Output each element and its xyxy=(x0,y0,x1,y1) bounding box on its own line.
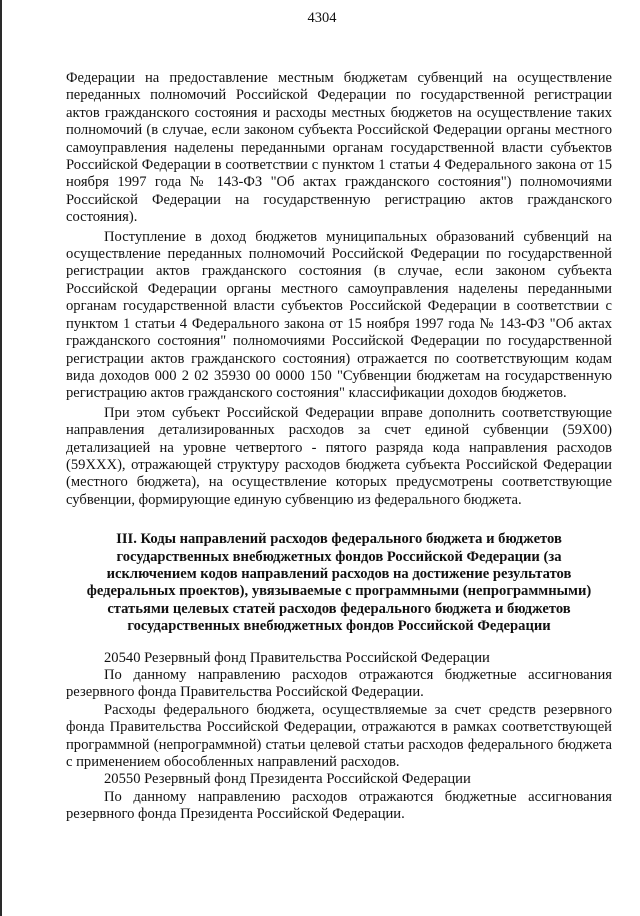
paragraph-20540-expenses: Расходы федерального бюджета, осуществляемые за счет средств резервного фонда Правительства Российской Федерации, отражаются в рамках соответствующей программной (непрограммной) статьи целевой статьи расходов федерального бюджета с применением обособленных направлений расходов. xyxy=(66,701,612,771)
section-heading: III. Коды направлений расходов федерального бюджета и бюджетов государственных внебюджетных фондов Российской Федерации (за исключением кодов направлений расходов на достижение результатов федеральных проектов), увязываемые с программными (непрограммными) статьями целевых статей расходов федерального бюджета и бюджетов государственных внебюджетных фондов Российской Федерации xyxy=(86,531,592,635)
paragraph-subject-right: При этом субъект Российской Федерации вправе дополнить соответствующие направления детализированных расходов за счет единой субвенции (59Х00) детализацией на уровне четвертого - пятого разряда кода направления расходов (59ХХХ), отражающей структуру расходов бюджета субъекта Российской Федерации (местного бюджета), на осуществление которых предусмотрены соответствующие субвенции, формирующие единую субвенцию из федерального бюджета. xyxy=(66,404,612,508)
page-number: 4304 xyxy=(307,10,337,26)
paragraph-revenue: Поступление в доход бюджетов муниципальных образований субвенций на осуществление переданных полномочий Российской Федерации по государственной регистрации актов гражданского состояния (в случае, если законом субъекта Российской Федерации органы местного самоуправления наделены переданными органам государственной власти субъектов Российской Федерации в соответствии с пунктом 1 статьи 4 Федерального закона от 15 ноября 1997 года № 143-ФЗ "Об актах гражданского состояния" полномочиями Российской Федерации по государственной регистрации актов гражданского состояния) отражается по соответствующим кодам вида доходов 000 2 02 35930 00 0000 150 "Субвенции бюджетам на государственную регистрацию актов гражданского состояния" классификации доходов бюджетов. xyxy=(66,228,612,402)
code-title-20540: 20540 Резервный фонд Правительства Российской Федерации xyxy=(104,649,490,666)
code-title-20550: 20550 Резервный фонд Президента Российской Федерации xyxy=(104,771,471,788)
paragraph-20550-description: По данному направлению расходов отражаются бюджетные ассигнования резервного фонда Президента Российской Федерации. xyxy=(66,788,612,823)
paragraph-20540-description: По данному направлению расходов отражаются бюджетные ассигнования резервного фонда Правительства Российской Федерации. xyxy=(66,667,612,701)
paragraph-continuation: Федерации на предоставление местным бюджетам субвенций на осуществление переданных полномочий Российской Федерации по государственной регистрации актов гражданского состояния и расходы местных бюджетов на осуществление таких полномочий (в случае, если законом субъекта Российской Федерации органы местного самоуправления наделены переданными органам государственной власти субъектов Российской Федерации в соответствии с пунктом 1 статьи 4 Федерального закона от 15 ноября 1997 года № 143-ФЗ "Об актах гражданского состояния") полномочиями Российской Федерации на государственную регистрацию актов гражданского состояния). xyxy=(66,70,612,226)
document-body xyxy=(66,70,612,824)
